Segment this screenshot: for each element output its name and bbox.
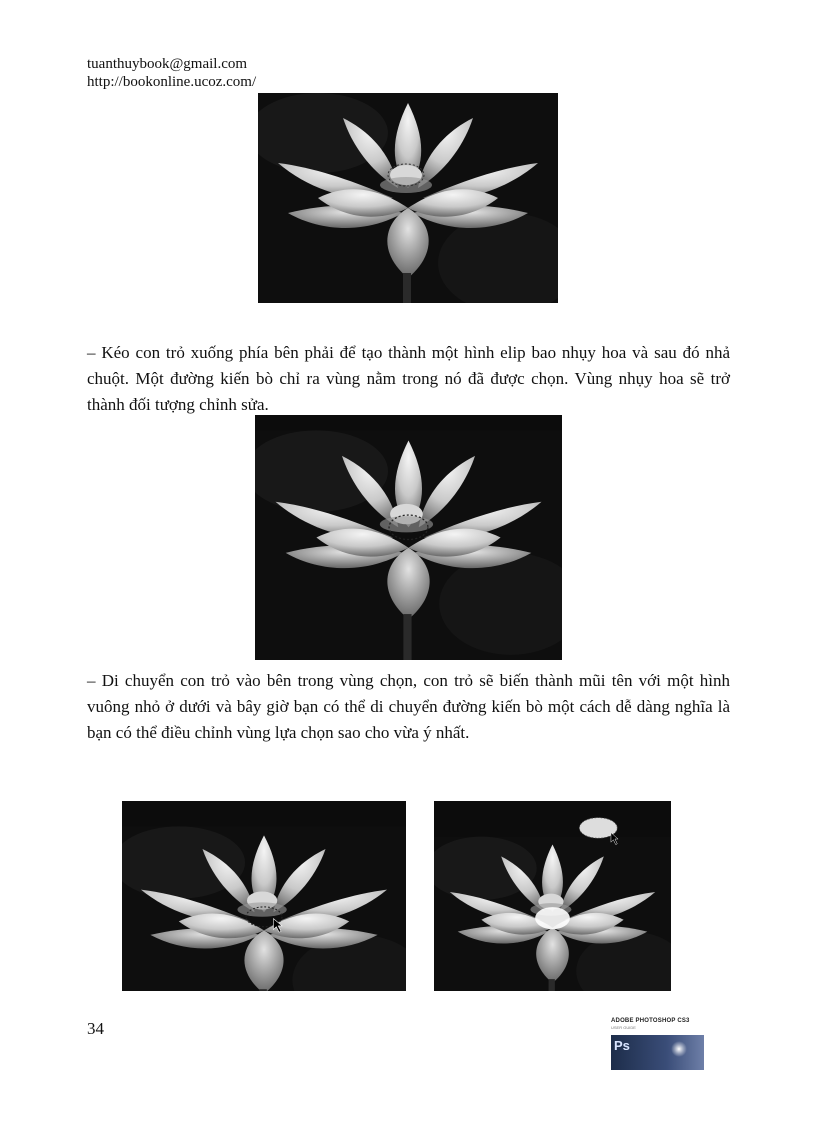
header-url: http://bookonline.ucoz.com/	[87, 74, 257, 90]
lotus-image-2-svg	[255, 415, 562, 660]
lotus-image-2	[255, 415, 562, 660]
glow-spot	[535, 907, 570, 929]
paragraph-1: – Kéo con trỏ xuống phía bên phải để tạo thành một hình elip bao nhụy hoa và sau đó nhả chuột. Một đường kiến bò chỉ ra vùng nằm trong nó đã được chọn. Vùng nhụy hoa sẽ trở thành đối tượng chỉnh sửa.	[87, 343, 730, 414]
badge-image	[611, 1035, 704, 1070]
lotus-image-4-svg	[434, 801, 671, 991]
book-badge	[611, 1018, 704, 1070]
lotus-image-4	[434, 801, 671, 991]
badge-title: ADOBE PHOTOSHOP CS3	[611, 1018, 690, 1024]
photoshop-logo: Ps	[614, 1038, 630, 1053]
paragraph-2: – Di chuyển con trỏ vào bên trong vùng chọn, con trỏ sẽ biến thành mũi tên với một hình vuông nhỏ ở dưới và bây giờ bạn có thể di chuyển đường kiến bò một cách dễ dàng nghĩa là bạn có thể điều chỉnh vùng lựa chọn sao cho vừa ý nhất.	[87, 671, 730, 742]
lotus-image-3	[122, 801, 406, 991]
lotus-image-1	[258, 93, 558, 303]
badge-subtitle: USER GUIDE	[611, 1025, 636, 1030]
lotus-image-3-svg	[122, 801, 406, 991]
badge-glow	[671, 1041, 687, 1057]
lotus-image-1-svg	[258, 93, 558, 303]
header-email: tuanthuybook@gmail.com	[87, 56, 248, 72]
page-number: 34	[87, 1019, 104, 1038]
